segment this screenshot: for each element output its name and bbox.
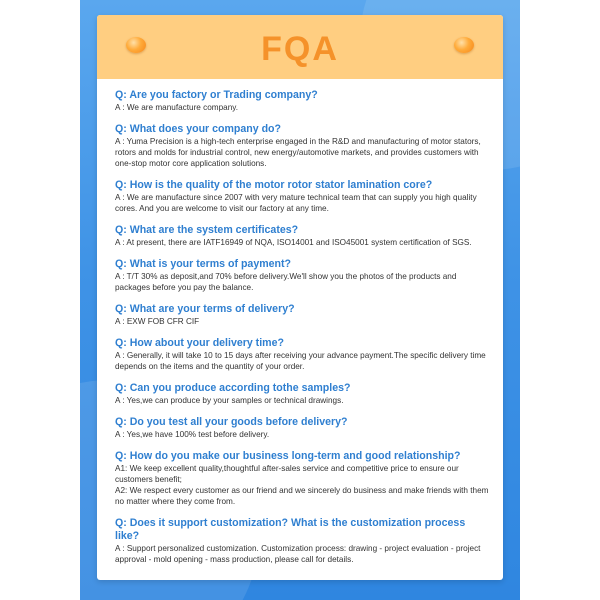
background-panel <box>80 0 520 600</box>
faq-answer: A1: We keep excellent quality,thoughtful after-sales service and competitive price to ensure our customers benefit; <box>115 464 459 484</box>
faq-question: Q: Does it support customization? What is the customization process like? <box>115 517 466 542</box>
faq-item <box>115 416 491 440</box>
faq-question: Q: What does your company do? <box>115 123 281 135</box>
faq-answer: A : EXW FOB CFR CIF <box>115 317 200 326</box>
faq-question: Q: Are you factory or Trading company? <box>115 89 318 101</box>
faq-item <box>115 258 491 293</box>
faq-answer: A : Support personalized customization. Customization process: drawing - project evaluation - project approval - mold opening - mass production, please call for details. <box>115 544 481 564</box>
faq-item <box>115 517 491 565</box>
faq-item <box>115 303 491 327</box>
faq-question: Q: Can you produce according tothe samples? <box>115 382 351 394</box>
faq-header <box>97 15 503 79</box>
faq-item <box>115 179 491 214</box>
faq-question: Q: What is your terms of payment? <box>115 258 291 270</box>
faq-list <box>115 89 491 575</box>
faq-answer: A : T/T 30% as deposit,and 70% before delivery.We'll show you the photos of the products and packages before you pay the balance. <box>115 272 457 292</box>
faq-item <box>115 337 491 372</box>
faq-answer: A : We are manufacture company. <box>115 103 239 112</box>
orange-orb-icon <box>454 37 474 53</box>
faq-item <box>115 89 491 113</box>
faq-card <box>97 15 503 580</box>
faq-question: Q: Do you test all your goods before delivery? <box>115 416 348 428</box>
faq-answer: A : Generally, it will take 10 to 15 days after receiving your advance payment.The specific delivery time depends on the items and the quantity of your order. <box>115 351 486 371</box>
faq-answer: A : At present, there are IATF16949 of NQA, ISO14001 and ISO45001 system certification of SGS. <box>115 238 472 247</box>
faq-answer: A : Yes,we have 100% test before delivery. <box>115 430 270 439</box>
faq-item <box>115 123 491 169</box>
faq-item <box>115 382 491 406</box>
faq-question: Q: What are your terms of delivery? <box>115 303 295 315</box>
faq-item <box>115 450 491 507</box>
faq-answer: A : Yuma Precision is a high-tech enterprise engaged in the R&D and manufacturing of motor stators, rotors and molds for industrial control, new energy/automotive markets, and provides customers with one-stop motor core application solutions. <box>115 137 481 168</box>
faq-question: Q: How about your delivery time? <box>115 337 284 349</box>
faq-answer: A2: We respect every customer as our friend and we sincerely do business and make friends with them no matter where they come from. <box>115 486 489 506</box>
faq-answer: A : Yes,we can produce by your samples or technical drawings. <box>115 396 344 405</box>
faq-question: Q: How is the quality of the motor rotor stator lamination core? <box>115 179 433 191</box>
page-title: FQA <box>261 30 339 68</box>
faq-item <box>115 224 491 248</box>
faq-answer: A : We are manufacture since 2007 with very mature technical team that can supply you high quality cores. And you are welcome to visit our factory at any time. <box>115 193 477 213</box>
faq-question: Q: What are the system certificates? <box>115 224 299 236</box>
faq-question: Q: How do you make our business long-term and good relationship? <box>115 450 461 462</box>
